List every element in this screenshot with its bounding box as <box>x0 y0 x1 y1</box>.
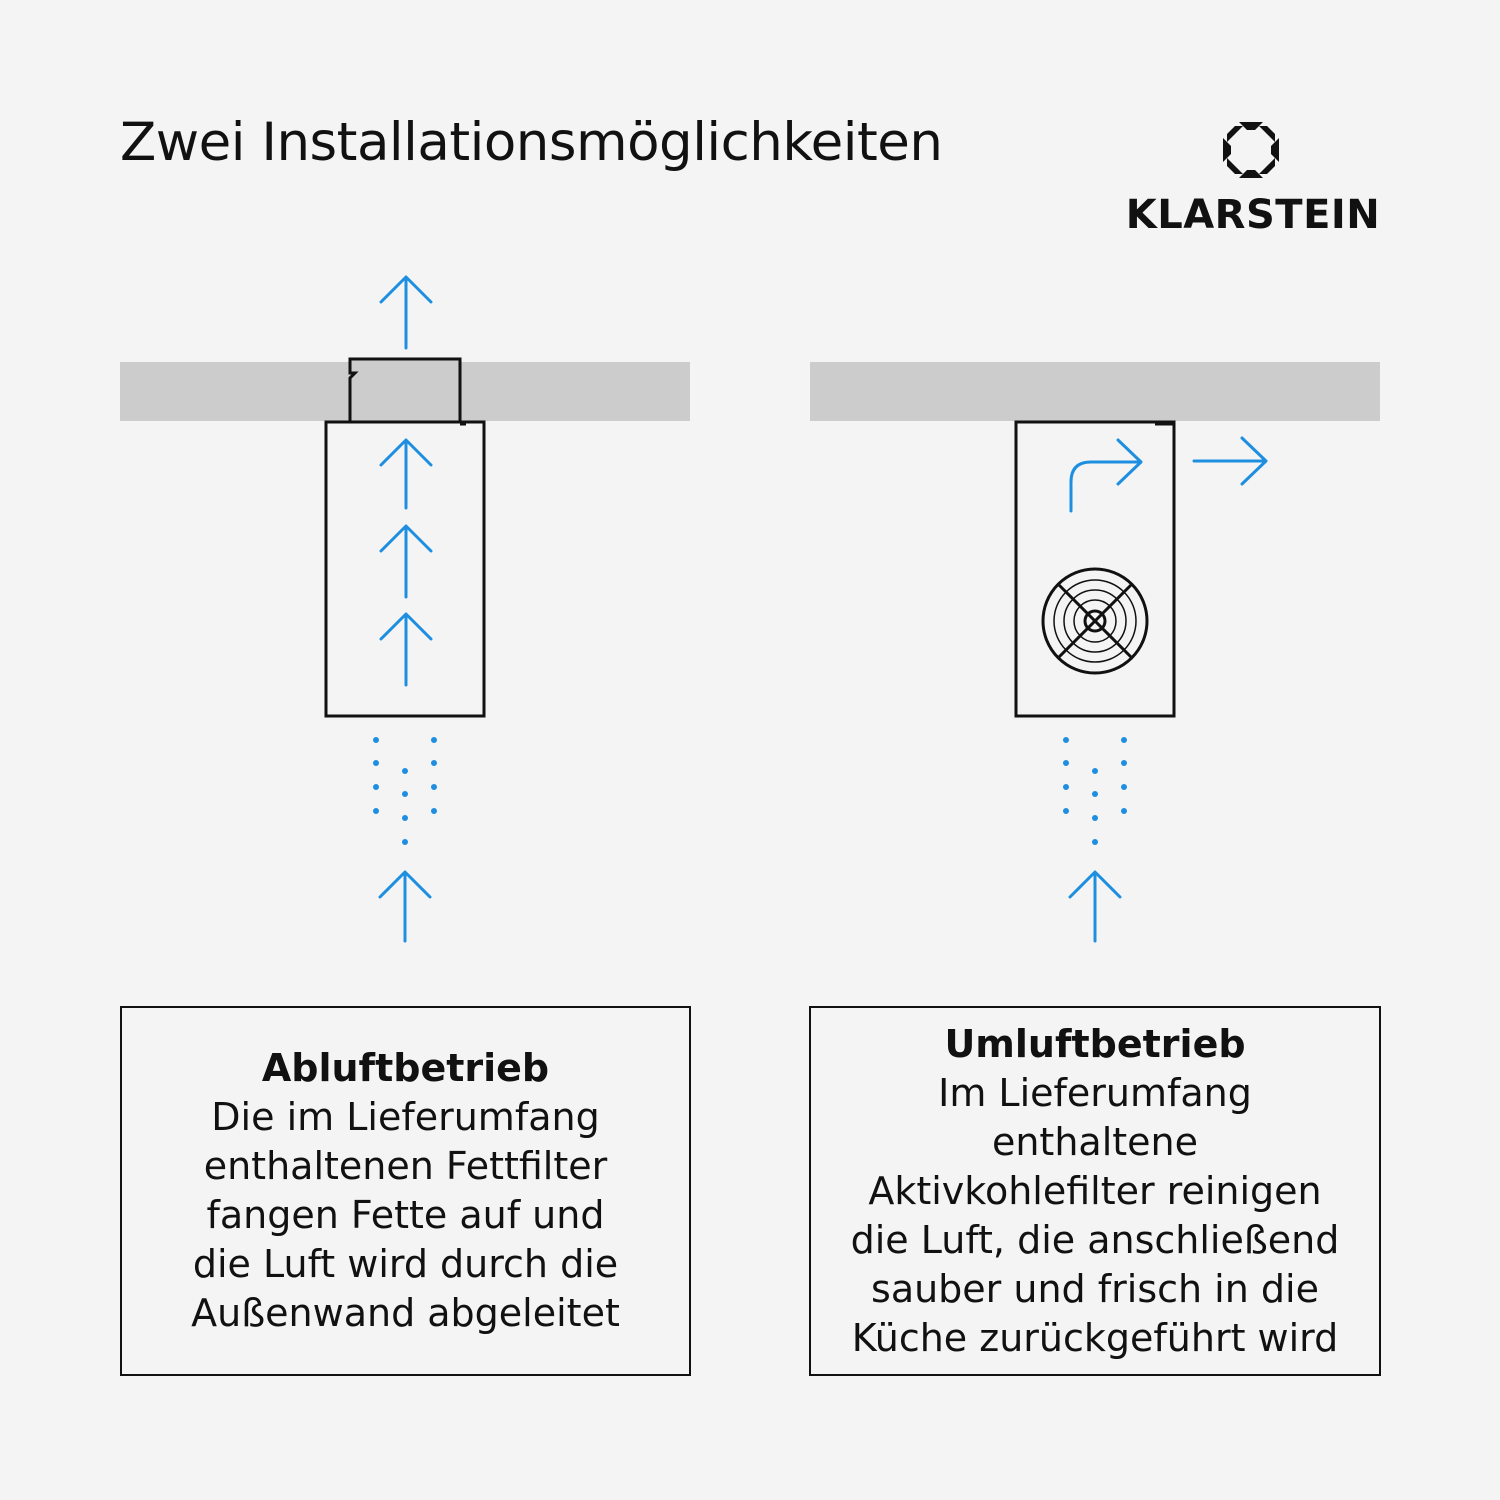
exhaust-mode-description <box>120 1006 691 1376</box>
recirculation-mode-title: Umluftbetrieb <box>944 1021 1246 1066</box>
arrow-turn-right-icon <box>1071 440 1141 511</box>
arrow-up-icon <box>1070 872 1120 941</box>
recirculation-mode-text: Im Lieferumfang enthaltene Aktivkohlefilter reinigen die Luft, die anschließend sauber und frisch in die Küche zurückgeführt wird <box>850 1070 1340 1360</box>
fan-icon <box>1043 569 1147 673</box>
arrow-up-icon <box>381 614 431 685</box>
brand-name: KLARSTEIN <box>1125 192 1381 238</box>
dotted-airflow-icon <box>1063 737 1127 845</box>
exhaust-mode-diagram <box>120 277 690 941</box>
arrow-up-icon <box>381 277 431 348</box>
ceiling-right <box>810 362 1380 421</box>
recirculation-mode-diagram <box>810 362 1380 941</box>
recirculation-mode-description <box>809 1006 1381 1376</box>
page-title: Zwei Installationsmöglichkeiten <box>120 112 943 173</box>
dotted-airflow-icon <box>373 737 437 845</box>
arrow-right-icon <box>1194 438 1266 484</box>
duct-outlet <box>350 359 460 421</box>
arrow-up-icon <box>380 872 430 941</box>
arrow-up-icon <box>381 440 431 508</box>
exhaust-mode-text: Die im Lieferumfang enthaltenen Fettfilter fangen Fette auf und die Luft wird durch die Außenwand abgeleitet <box>191 1095 620 1335</box>
arrow-up-icon <box>381 526 431 597</box>
exhaust-mode-title: Abluftbetrieb <box>261 1046 550 1090</box>
